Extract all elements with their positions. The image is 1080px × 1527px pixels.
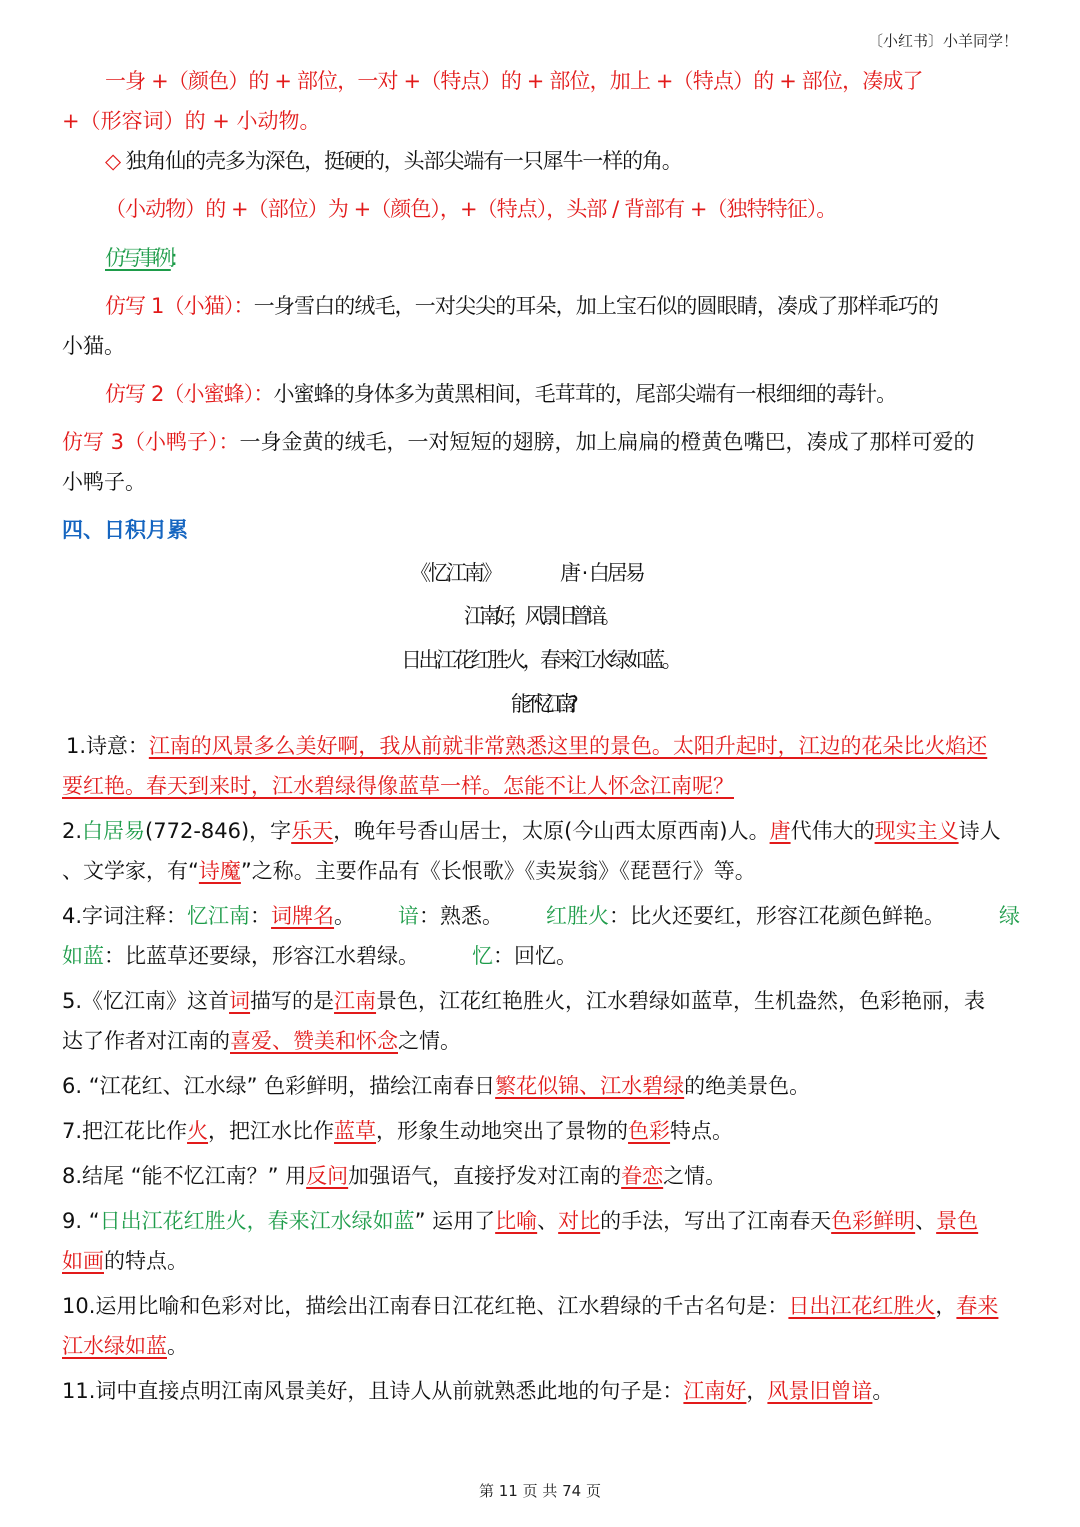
note-2-cont xyxy=(62,851,1020,891)
note-keyword: 谙 xyxy=(398,904,419,928)
note-5 xyxy=(62,981,1020,1021)
note-text: 8.结尾 “能不忆江南？” 用 xyxy=(62,1164,307,1188)
note-answer: 词牌名 xyxy=(271,904,335,928)
note-10 xyxy=(62,1286,1020,1326)
note-text: 、 xyxy=(537,1209,559,1233)
note-2 xyxy=(62,811,1020,851)
imitation-text: 小蜜蜂的身体多为黄黑相间，毛茸茸的，尾部尖端有一根细细的毒针。 xyxy=(273,382,897,406)
note-num: 2. xyxy=(62,819,83,843)
note-text: ：熟悉。 xyxy=(419,904,503,928)
note-text: ，晚年号香山居士，太原(今山西太原西南)人。 xyxy=(333,819,770,843)
note-answer: 色彩鲜明 xyxy=(831,1209,916,1233)
note-text: 、文学家，有“ xyxy=(62,859,199,883)
note-8 xyxy=(62,1156,1020,1196)
note-answer: 色彩 xyxy=(628,1119,671,1143)
note-text: ，把江水比作 xyxy=(208,1119,335,1143)
note-answer: 喜爱、赞美和怀念 xyxy=(230,1029,398,1053)
note-4-part-3 xyxy=(546,896,945,936)
imitation-item-1 xyxy=(105,286,1063,326)
note-answer: 繁花似锦、江水碧绿 xyxy=(495,1074,685,1098)
imitation-item-3 xyxy=(62,422,1020,462)
note-keyword: 红胜火 xyxy=(546,904,609,928)
note-text: 6. “江花红、江水绿” 色彩鲜明，描绘江南春日 xyxy=(62,1074,496,1098)
note-4-part-2 xyxy=(398,896,503,936)
note-answer: 日出江花红胜火 xyxy=(788,1294,936,1318)
section-heading: 四、日积月累 xyxy=(62,518,188,542)
poem-line-1: 江南好，风景旧曾谙。 xyxy=(464,604,616,628)
note-text: ， xyxy=(746,1379,768,1403)
imitation-heading-label: 仿写事例 xyxy=(105,246,171,270)
note-answer: 唐 xyxy=(769,819,791,843)
page-header-source: 〔小红书〕小羊同学！ xyxy=(867,32,1018,50)
poem-line-3: 能不忆江南? xyxy=(510,692,570,716)
note-text: 之情。 xyxy=(398,1029,461,1053)
imitation-text: 一身金黄的绒毛，一对短短的翅膀，加上扁扁的橙黄色嘴巴，凑成了那样可爱的 xyxy=(239,430,975,454)
note-answer: 蓝草 xyxy=(334,1119,377,1143)
note-text: ：回忆。 xyxy=(493,944,577,968)
note-text: 5.《忆江南》这首 xyxy=(62,989,230,1013)
note-6 xyxy=(62,1066,1020,1106)
note-4-cont xyxy=(62,936,1020,976)
note-text: 10.运用比喻和色彩对比，描绘出江南春日江花红艳、江水碧绿的千古名句是： xyxy=(62,1294,789,1318)
note-answer: 诗魔 xyxy=(198,859,241,883)
note-prefix: 4.字词注释： xyxy=(62,904,188,928)
note-text: 描写的是 xyxy=(250,989,335,1013)
poem-line-2: 日出江花红胜火，春来江水绿如蓝。 xyxy=(401,648,679,672)
note-answer: 江南 xyxy=(334,989,377,1013)
note-text: 11.词中直接点明江南风景美好，且诗人从前就熟悉此地的句子是： xyxy=(62,1379,684,1403)
note-4-part-5 xyxy=(472,936,577,976)
imitation-item-2 xyxy=(105,374,1063,414)
imitation-label: 仿写 2（小蜜蜂）： xyxy=(105,382,274,406)
poem-title: 《忆江南》 xyxy=(410,561,500,585)
note-keyword: 如蓝 xyxy=(62,944,104,968)
note-text: 9. “ xyxy=(62,1209,100,1233)
note-text: 达了作者对江南的 xyxy=(62,1029,230,1053)
note-text: 的绝美景色。 xyxy=(684,1074,811,1098)
note-text: 7.把江花比作 xyxy=(62,1119,188,1143)
note-keyword: 绿 xyxy=(999,904,1020,928)
note-4-part-1 xyxy=(62,896,355,936)
note-answer: 词 xyxy=(229,989,251,1013)
note-text: 加强语气，直接抒发对江南的 xyxy=(348,1164,622,1188)
diamond-bullet-icon: ◇ xyxy=(105,149,121,173)
note-keyword: 日出江花红胜火，春来江水绿如蓝 xyxy=(99,1209,415,1233)
note-text: ”之称。主要作品有《长恨歌》《卖炭翁》《琵琶行》等。 xyxy=(240,859,756,883)
note-text: ， xyxy=(935,1294,957,1318)
note-answer: 现实主义 xyxy=(874,819,959,843)
note-text: 之情。 xyxy=(663,1164,727,1188)
note-answer: 江南好 xyxy=(683,1379,747,1403)
note-text: 景色，江花红艳胜火，江水碧绿如蓝草，生机盎然，色彩艳丽，表 xyxy=(376,989,986,1013)
formula-line-1: 一身 +（颜色）的 + 部位，一对 +（特点）的 + 部位，加上 +（特点）的 + 部位，凑成了 xyxy=(105,69,923,93)
imitation-heading-colon: : xyxy=(170,246,174,270)
note-text: 。 xyxy=(334,904,356,928)
note-text: 的手法，写出了江南春天 xyxy=(600,1209,832,1233)
note-10-cont xyxy=(62,1326,1020,1366)
imitation-label: 仿写 1（小猫）： xyxy=(105,294,254,318)
note-answer: 眷恋 xyxy=(621,1164,664,1188)
formula-line-2: +（形容词）的 + 小动物。 xyxy=(62,109,321,133)
note-answer: 春来 xyxy=(956,1294,999,1318)
note-answer: 反问 xyxy=(306,1164,349,1188)
note-9-cont xyxy=(62,1241,1020,1281)
note-11 xyxy=(62,1371,1020,1411)
note-answer: 景色 xyxy=(936,1209,979,1233)
imitation-heading xyxy=(105,238,1063,278)
note-answer: 比喻 xyxy=(495,1209,538,1233)
note-answer: 对比 xyxy=(558,1209,601,1233)
note-7 xyxy=(62,1111,1020,1151)
imitation-label: 仿写 3（小鸭子）： xyxy=(62,430,240,454)
note-text: ：比蓝草还要绿，形容江水碧绿。 xyxy=(104,944,419,968)
note-text: 。 xyxy=(167,1334,188,1358)
note-text: ： xyxy=(250,904,272,928)
page-number: 第 11 页 共 74 页 xyxy=(478,1482,601,1500)
note-9 xyxy=(62,1201,1020,1241)
imitation-text: 一身雪白的绒毛，一对尖尖的耳朵，加上宝石似的圆眼睛，凑成了那样乖巧的 xyxy=(253,294,939,318)
note-keyword: 忆 xyxy=(472,944,493,968)
note-answer: 火 xyxy=(187,1119,209,1143)
note-text: ” 运用了 xyxy=(414,1209,496,1233)
note-text: 、 xyxy=(915,1209,937,1233)
note-keyword: 白居易 xyxy=(82,819,146,843)
note-answer: 江南的风景多么美好啊，我从前就非常熟悉这里的景色。太阳升起时，江边的花朵比火焰还 xyxy=(148,734,988,758)
note-5-cont xyxy=(62,1021,1020,1061)
note-text: ，形象生动地突出了景物的 xyxy=(376,1119,629,1143)
note-answer: 风景旧曾谙 xyxy=(767,1379,873,1403)
note-text: 。 xyxy=(872,1379,894,1403)
example-sentence-text: 独角仙的壳多为深色，挺硬的，头部尖端有一只犀牛一样的角。 xyxy=(125,149,682,173)
note-text: (772-846)，字 xyxy=(145,819,292,843)
imitation-item-3-cont: 小鸭子。 xyxy=(62,470,146,494)
example-sentence xyxy=(105,141,1063,181)
note-text: 代伟大的 xyxy=(790,819,875,843)
note-answer: 江水绿如蓝 xyxy=(62,1334,167,1358)
poem-author: 唐 · 白居易 xyxy=(560,561,643,585)
note-text: 诗人 xyxy=(958,819,1001,843)
note-1-cont: 要红艳。春天到来时，江水碧绿得像蓝草一样。怎能不让人怀念江南呢？ xyxy=(62,774,734,798)
note-prefix: 1.诗意： xyxy=(66,734,149,758)
note-1 xyxy=(66,726,1024,766)
note-text: 的特点。 xyxy=(104,1249,188,1273)
note-text: 特点。 xyxy=(670,1119,734,1143)
note-answer: 乐天 xyxy=(291,819,334,843)
note-text: ：比火还要红，形容江花颜色鲜艳。 xyxy=(609,904,945,928)
note-keyword: 忆江南 xyxy=(187,904,251,928)
note-answer: 如画 xyxy=(62,1249,104,1273)
imitation-item-1-cont: 小猫。 xyxy=(62,334,125,358)
formula-2: （小动物）的 +（部位）为 +（颜色），+（特点），头部 / 背部有 +（独特特征）。 xyxy=(105,197,837,221)
